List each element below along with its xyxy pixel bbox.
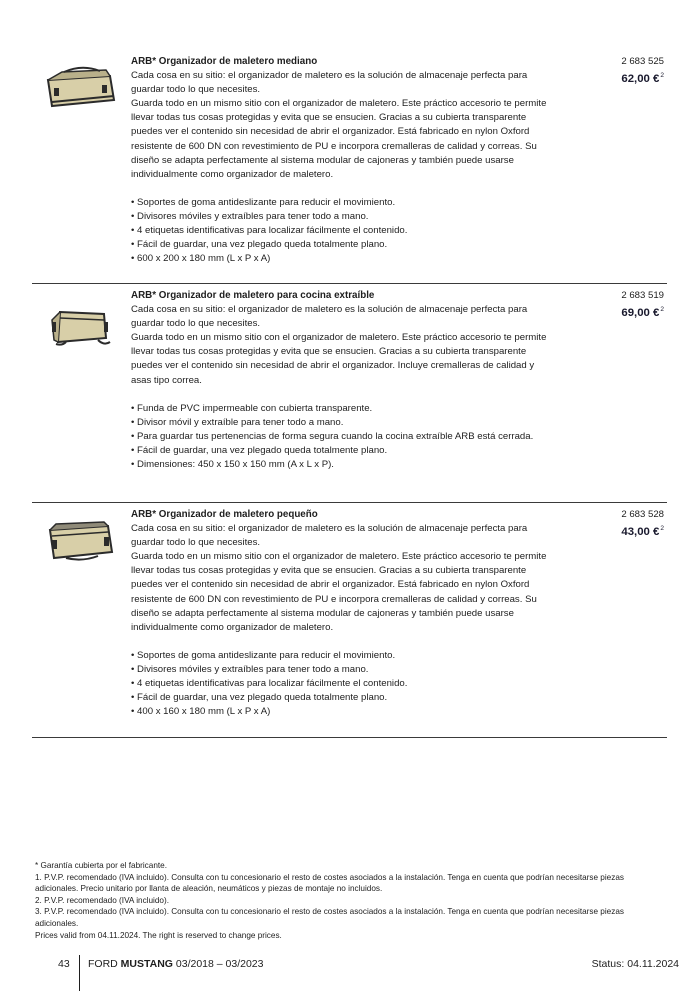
feature-item: • Divisor móvil y extraíble para tener todo a mano. xyxy=(131,416,344,428)
footnote: 2. P.V.P. recomendado (IVA incluido). xyxy=(35,895,169,905)
footnote: 1. P.V.P. recomendado (IVA incluido). Consulta con tu concesionario el resto de costes asociados a la instalación. Tenga en cuenta que podrían necesitarse piezas adicionales. Precio unitario por llanta de aleación, neumáticos y piezas de montaje no incluidos. xyxy=(35,872,624,894)
price: 69,00 €$^2$ xyxy=(621,306,664,319)
product-description: Cada cosa en su sitio: el organizador de maletero es la solución de almacenaje perfecta para guardar todo lo que necesites. xyxy=(131,304,528,330)
feature-item: • Fácil de guardar, una vez plegado queda totalmente plano. xyxy=(131,692,388,704)
section-divider xyxy=(32,283,667,284)
product-image-small-organizer xyxy=(42,518,118,562)
feature-item: • Fácil de guardar, una vez plegado queda totalmente plano. xyxy=(131,239,388,251)
price-footnote-ref: 2 xyxy=(660,525,664,532)
feature-list xyxy=(131,196,551,266)
product-description: Cada cosa en su sitio: el organizador de maletero es la solución de almacenaje perfecta para guardar todo lo que necesites. xyxy=(131,70,528,96)
product-image-kitchen-organizer xyxy=(42,302,118,346)
part-number: 2 683 525 xyxy=(621,56,664,67)
part-number: 2 683 519 xyxy=(621,290,664,301)
feature-list xyxy=(131,649,551,719)
status-date: Status: 04.11.2024 xyxy=(591,958,679,970)
vehicle-model: FORD MUSTANG 03/2018 – 03/2023 xyxy=(88,958,264,970)
product-description: Guarda todo en un mismo sitio con el organizador de maletero. Este práctico accesorio te permite llevar todas tus cosas protegidas y evita que se ensucien. Gracias a su cubierta transparente puedes ver el contenido sin necesidad de abrir el organizador. Incluye cremalleras de calidad y asas tipo correa. xyxy=(131,332,547,386)
feature-item: • Divisores móviles y extraíbles para tener todo a mano. xyxy=(131,663,369,675)
footnotes xyxy=(35,860,665,941)
price-footnote-ref: 2 xyxy=(660,306,664,313)
feature-item: • 400 x 160 x 180 mm (L x P x A) xyxy=(131,706,271,718)
page-footer xyxy=(0,955,700,991)
product-description: Cada cosa en su sitio: el organizador de maletero es la solución de almacenaje perfecta para guardar todo lo que necesites. xyxy=(131,523,528,549)
feature-item: • 4 etiquetas identificativas para localizar fácilmente el contenido. xyxy=(131,678,408,690)
feature-item: • Soportes de goma antideslizante para reducir el movimiento. xyxy=(131,196,396,208)
footer-divider xyxy=(79,955,80,991)
feature-list xyxy=(131,402,551,472)
section-divider xyxy=(32,737,667,738)
product-description: Guarda todo en un mismo sitio con el organizador de maletero. Este práctico accesorio te permite llevar todas tus cosas protegidas y evita que se ensucien. Gracias a su cubierta transparente puedes ver el contenido sin necesidad de abrir el organizador. Está fabricado en nylon Oxford resistente de 600 DN con revestimiento de PU e incorpora cremalleras de calidad y correas. Su diseño se adapta perfectamente al sistema modular de cajoneras y también puede usarse individualmente como organizador de maletero. xyxy=(131,551,547,633)
price: 62,00 €$^2$ xyxy=(621,72,664,85)
feature-item: • 600 x 200 x 180 mm (L x P x A) xyxy=(131,253,271,265)
footnote: 3. P.V.P. recomendado (IVA incluido). Consulta con tu concesionario el resto de costes asociados a la instalación. Tenga en cuenta que podrían necesitarse piezas adicionales. xyxy=(35,907,624,928)
feature-item: • Para guardar tus pertenencias de forma segura cuando la cocina extraíble ARB está cerrada. xyxy=(131,430,534,442)
product-description: Guarda todo en un mismo sitio con el organizador de maletero. Este práctico accesorio te permite llevar todas tus cosas protegidas y evita que se ensucien. Gracias a su cubierta transparente puedes ver el contenido sin necesidad de abrir el organizador. Está fabricado en nylon Oxford resistente de 600 DN con revestimiento de PU e incorpora cremalleras de calidad y correas. Su diseño se adapta perfectamente al sistema modular de cajoneras y también puede usarse individualmente como organizador de maletero. xyxy=(131,98,547,180)
price: 43,00 €$^2$ xyxy=(621,525,664,538)
footnote: * Garantía cubierta por el fabricante. xyxy=(35,861,167,870)
page-number: 43 xyxy=(58,958,70,970)
feature-item: • Fácil de guardar, una vez plegado queda totalmente plano. xyxy=(131,444,388,456)
product-title: ARB* Organizador de maletero pequeño xyxy=(131,509,318,520)
feature-item: • 4 etiquetas identificativas para localizar fácilmente el contenido. xyxy=(131,225,408,237)
product-image-medium-organizer xyxy=(42,66,118,110)
feature-item: • Dimensiones: 450 x 150 x 150 mm (A x L x P). xyxy=(131,459,334,471)
footnote: Prices valid from 04.11.2024. The right is reserved to change prices. xyxy=(35,930,282,940)
product-title: ARB* Organizador de maletero mediano xyxy=(131,56,318,67)
section-divider xyxy=(32,502,667,503)
price-footnote-ref: 2 xyxy=(660,72,664,79)
feature-item: • Funda de PVC impermeable con cubierta transparente. xyxy=(131,402,373,414)
product-title: ARB* Organizador de maletero para cocina extraíble xyxy=(131,290,375,301)
feature-item: • Divisores móviles y extraíbles para tener todo a mano. xyxy=(131,210,369,222)
part-number: 2 683 528 xyxy=(621,509,664,520)
feature-item: • Soportes de goma antideslizante para reducir el movimiento. xyxy=(131,649,396,661)
